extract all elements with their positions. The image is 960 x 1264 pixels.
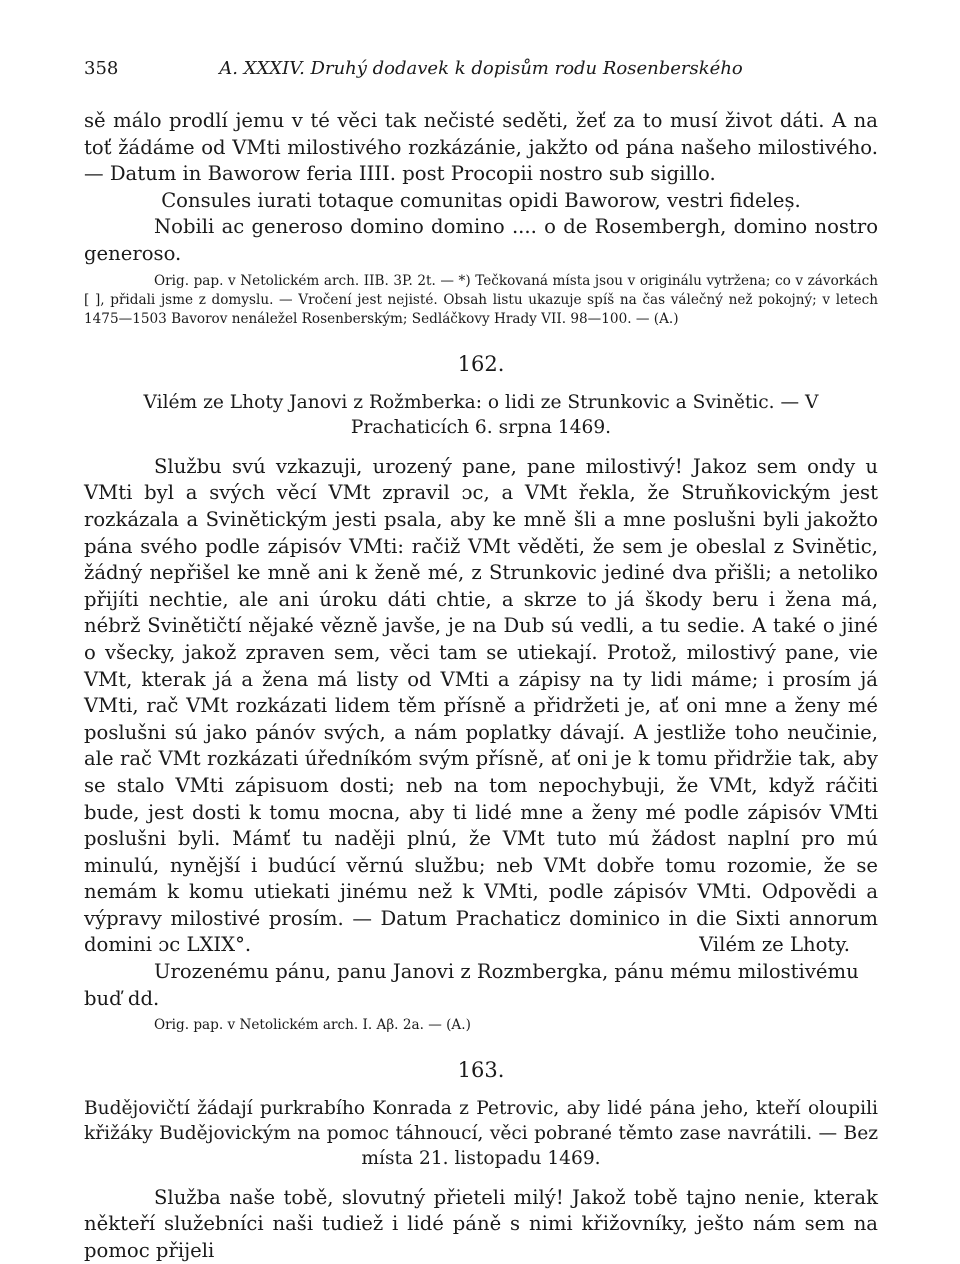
- document-163-summary: Budějovičtí žádají purkrabího Konrada z Petrovic, aby lidé pána jeho, kteří oloupili křižáky Budějovickým na pomoc táhnoucí, věci pobrané těmto zase navrátili. — Bez místa 21. listopadu 1469.: [84, 1097, 878, 1169]
- page: [84, 58, 878, 1264]
- document-163-text: Služba naše tobě, slovutný přieteli milý! Jakož tobě tajno nenie, kterak někteří služebníci naši tudiež i lidé páně s nimi křižovníky, ješto nám sem na pomoc přijeli: [84, 1185, 878, 1262]
- document-162: [84, 352, 878, 1036]
- document-162-note: Orig. pap. v Netolickém arch. I. Aβ. 2a. — (A.): [154, 1017, 471, 1034]
- page-header: [84, 58, 878, 88]
- document-161-text: sě málo prodlí jemu v té věci tak nečisté seděti, žeť za to musí život dáti. A na toť žádáme od VMti milostivého rozkázánie, jakžto od pána našeho milostivého. — Datum in Baworow feria IIII. post Procopii nostro sub sigillo.: [84, 109, 878, 186]
- document-162-number: 162.: [457, 351, 505, 376]
- page-number: 358: [84, 58, 119, 79]
- running-title: A. XXXIV. Druhý dodavek k dopisům rodu Rosenberského: [219, 58, 743, 79]
- document-163: [84, 1058, 878, 1264]
- document-161-note: Orig. pap. v Netolickém arch. IIB. 3P. 2t. — *) Tečkovaná místa jsou v originálu vytržena; co v závorkách [ ], přidali jsme z domyslu. — Vročení jest nejisté. Obsah listu ukazuje spíš na čas válečný než pokojný; v letech 1475—1503 Bavorov nenáležel Rosenberským; Sedláčkovy Hrady VII. 98—100. — (A.): [84, 272, 878, 328]
- document-162-text: Službu svú vzkazuji, urozený pane, pane milostivý! Jakoz sem ondy u VMti byl a svých věcí VMt zpravil ɔc, a VMt řekla, že Struňkovickým jest rozkázala a Svinětickým jesti psala, aby ke mně šli a mne poslušni byli jakožto pána svého podle zápisóv VMti: račiž VMt věděti, že sem je obeslal z Svinětic, žádný nepřišel ke mně ani k ženě mé, z Strunkovic jediné dva přišli; a netoliko přijíti nechtie, ale ani úroku dáti chtie, a skrze to já škody beru i žena má, nébrž Svinětičtí nějaké vězně javše, je na Dub sú vedli, a tu sedie. A také o jiné o všecky, jakož zpraven sem, věci tam se utiekají. Protož, milostivý pane, vie VMt, kterak já a žena má listy od VMti a zápisy na ty lidi máme; i prosím já VMti, rač VMt rozkázati lidem těm přísně a přidržeti je, ať oni mne a ženy mé poslušni sú jako pánóv svých, a nám poplatky dávají. A jestliže toho neučinie, ale rač VMt rozkázati úředníkóm svým přísně, ať oni je k tomu přidržie tak, aby se stalo VMti zápisuom dosti; neb na tom nepochybuji, že VMt, když ráčiti bude, jest dosti k tomu mocna, aby ti lidé mne a ženy mé podle zápisóv VMti poslušni byli. Mámť tu naději plnú, že VMt tuto mú žádost naplní pro mú minulú, nynější i budúcí věrnú službu; neb VMt dobře tomu rozomie, že se nemám k komu utiekati jinému než k VMti, podle zápisóv VMti. Odpovědi a výpravy milostivé prosím. — Datum Prachaticz dominico in die Sixti annorum domini ɔc LXIX°.: [84, 454, 878, 957]
- document-162-address: Urozenému pánu, panu Janovi z Rozmbergka, pánu mému milostivému buď dd.: [84, 960, 859, 1010]
- document-162-signature: Vilém ze Lhoty.: [699, 933, 850, 957]
- document-162-summary: Vilém ze Lhoty Janovi z Rožmberka: o lidi ze Strunkovic a Svinětic. — V Prachaticích 6. srpna 1469.: [143, 391, 819, 438]
- document-161-signature: Consules iurati totaque comunitas opidi Baworow, vestri fideleș.: [161, 188, 801, 212]
- document-161-tail: [84, 108, 878, 330]
- document-163-number: 163.: [457, 1057, 505, 1082]
- document-161-address: Nobili ac generoso domino domino .... o de Rosembergh, domino nostro generoso.: [84, 215, 878, 265]
